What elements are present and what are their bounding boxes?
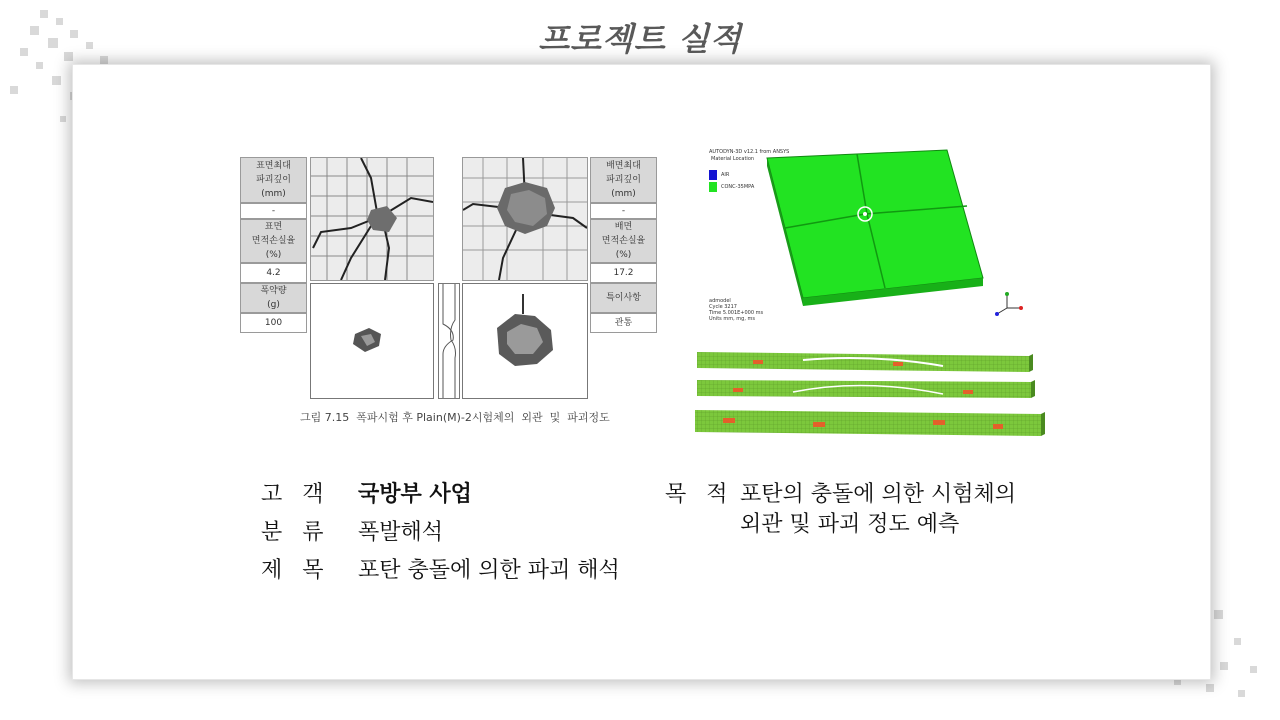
legend-label-air: AIR xyxy=(721,172,730,178)
left-table-value-charge: 100 xyxy=(240,313,307,333)
section-profile-diagram xyxy=(438,283,460,399)
client-value: 국방부 사업 xyxy=(358,482,472,507)
right-table-label-note: 특이사항 xyxy=(590,283,657,313)
front-surface-photo xyxy=(310,157,434,281)
right-data-table xyxy=(590,157,657,333)
right-table-value-depth: - xyxy=(590,203,657,219)
figure-caption: 그림 7.15 폭파시험 후 Plain(M)-2시험체의 외관 및 파괴정도 xyxy=(300,411,610,424)
beam-1 xyxy=(697,352,1033,372)
purpose-value-line1: 포탄의 충돌에 의한 시험체의 xyxy=(740,482,1017,507)
left-table-label-charge: 폭약량 (g) xyxy=(240,283,307,313)
right-table-value-loss: 17.2 xyxy=(590,263,657,283)
sim-info-time: Time 5.001E+000 ms xyxy=(709,310,764,316)
category-value: 폭발해석 xyxy=(358,520,444,545)
legend-swatch-air xyxy=(709,170,717,180)
legend-swatch-concrete xyxy=(709,182,717,192)
beam-3 xyxy=(695,410,1045,436)
simulation-render xyxy=(707,148,1048,321)
subject-label: 제 목 xyxy=(261,558,326,583)
front-damage-diagram xyxy=(310,283,434,399)
left-table-label-depth: 표면최대 파괴깊이 (mm) xyxy=(240,157,307,203)
legend-label-concrete: CONC-35MPA xyxy=(721,184,755,190)
right-table-label-depth: 배면최대 파괴깊이 (mm) xyxy=(590,157,657,203)
left-data-table xyxy=(240,157,307,333)
back-surface-photo xyxy=(462,157,588,281)
client-label: 고 객 xyxy=(261,482,326,507)
back-damage-diagram xyxy=(462,283,588,399)
left-table-label-loss: 표면 면적손실율 (%) xyxy=(240,219,307,263)
subject-value: 포탄 충돌에 의한 파괴 해석 xyxy=(358,558,620,583)
sim-info-cycle: Cycle 3217 xyxy=(709,304,737,310)
blast-test-figure xyxy=(240,157,660,437)
simulation-info xyxy=(709,298,763,321)
left-table-value-depth: - xyxy=(240,203,307,219)
beam-2 xyxy=(697,380,1035,398)
sim-info-model: admodel xyxy=(709,298,731,304)
page-title: 프로젝트 실적 xyxy=(538,20,742,58)
beam-simulation-results xyxy=(693,348,1045,443)
category-label: 분 류 xyxy=(261,520,326,545)
purpose-label: 목 적 xyxy=(665,482,730,507)
content-card xyxy=(72,64,1211,680)
legend-title: Material Location xyxy=(711,156,755,162)
purpose-value-line2: 외관 및 파괴 정도 예측 xyxy=(740,512,960,537)
right-table-label-loss: 배면 면적손실율 (%) xyxy=(590,219,657,263)
left-table-value-loss: 4.2 xyxy=(240,263,307,283)
sim-info-units: Units mm, mg, ms xyxy=(709,316,755,321)
right-table-value-note: 관통 xyxy=(590,313,657,333)
simulation-header: AUTODYN-3D v12.1 from ANSYS xyxy=(709,149,790,155)
